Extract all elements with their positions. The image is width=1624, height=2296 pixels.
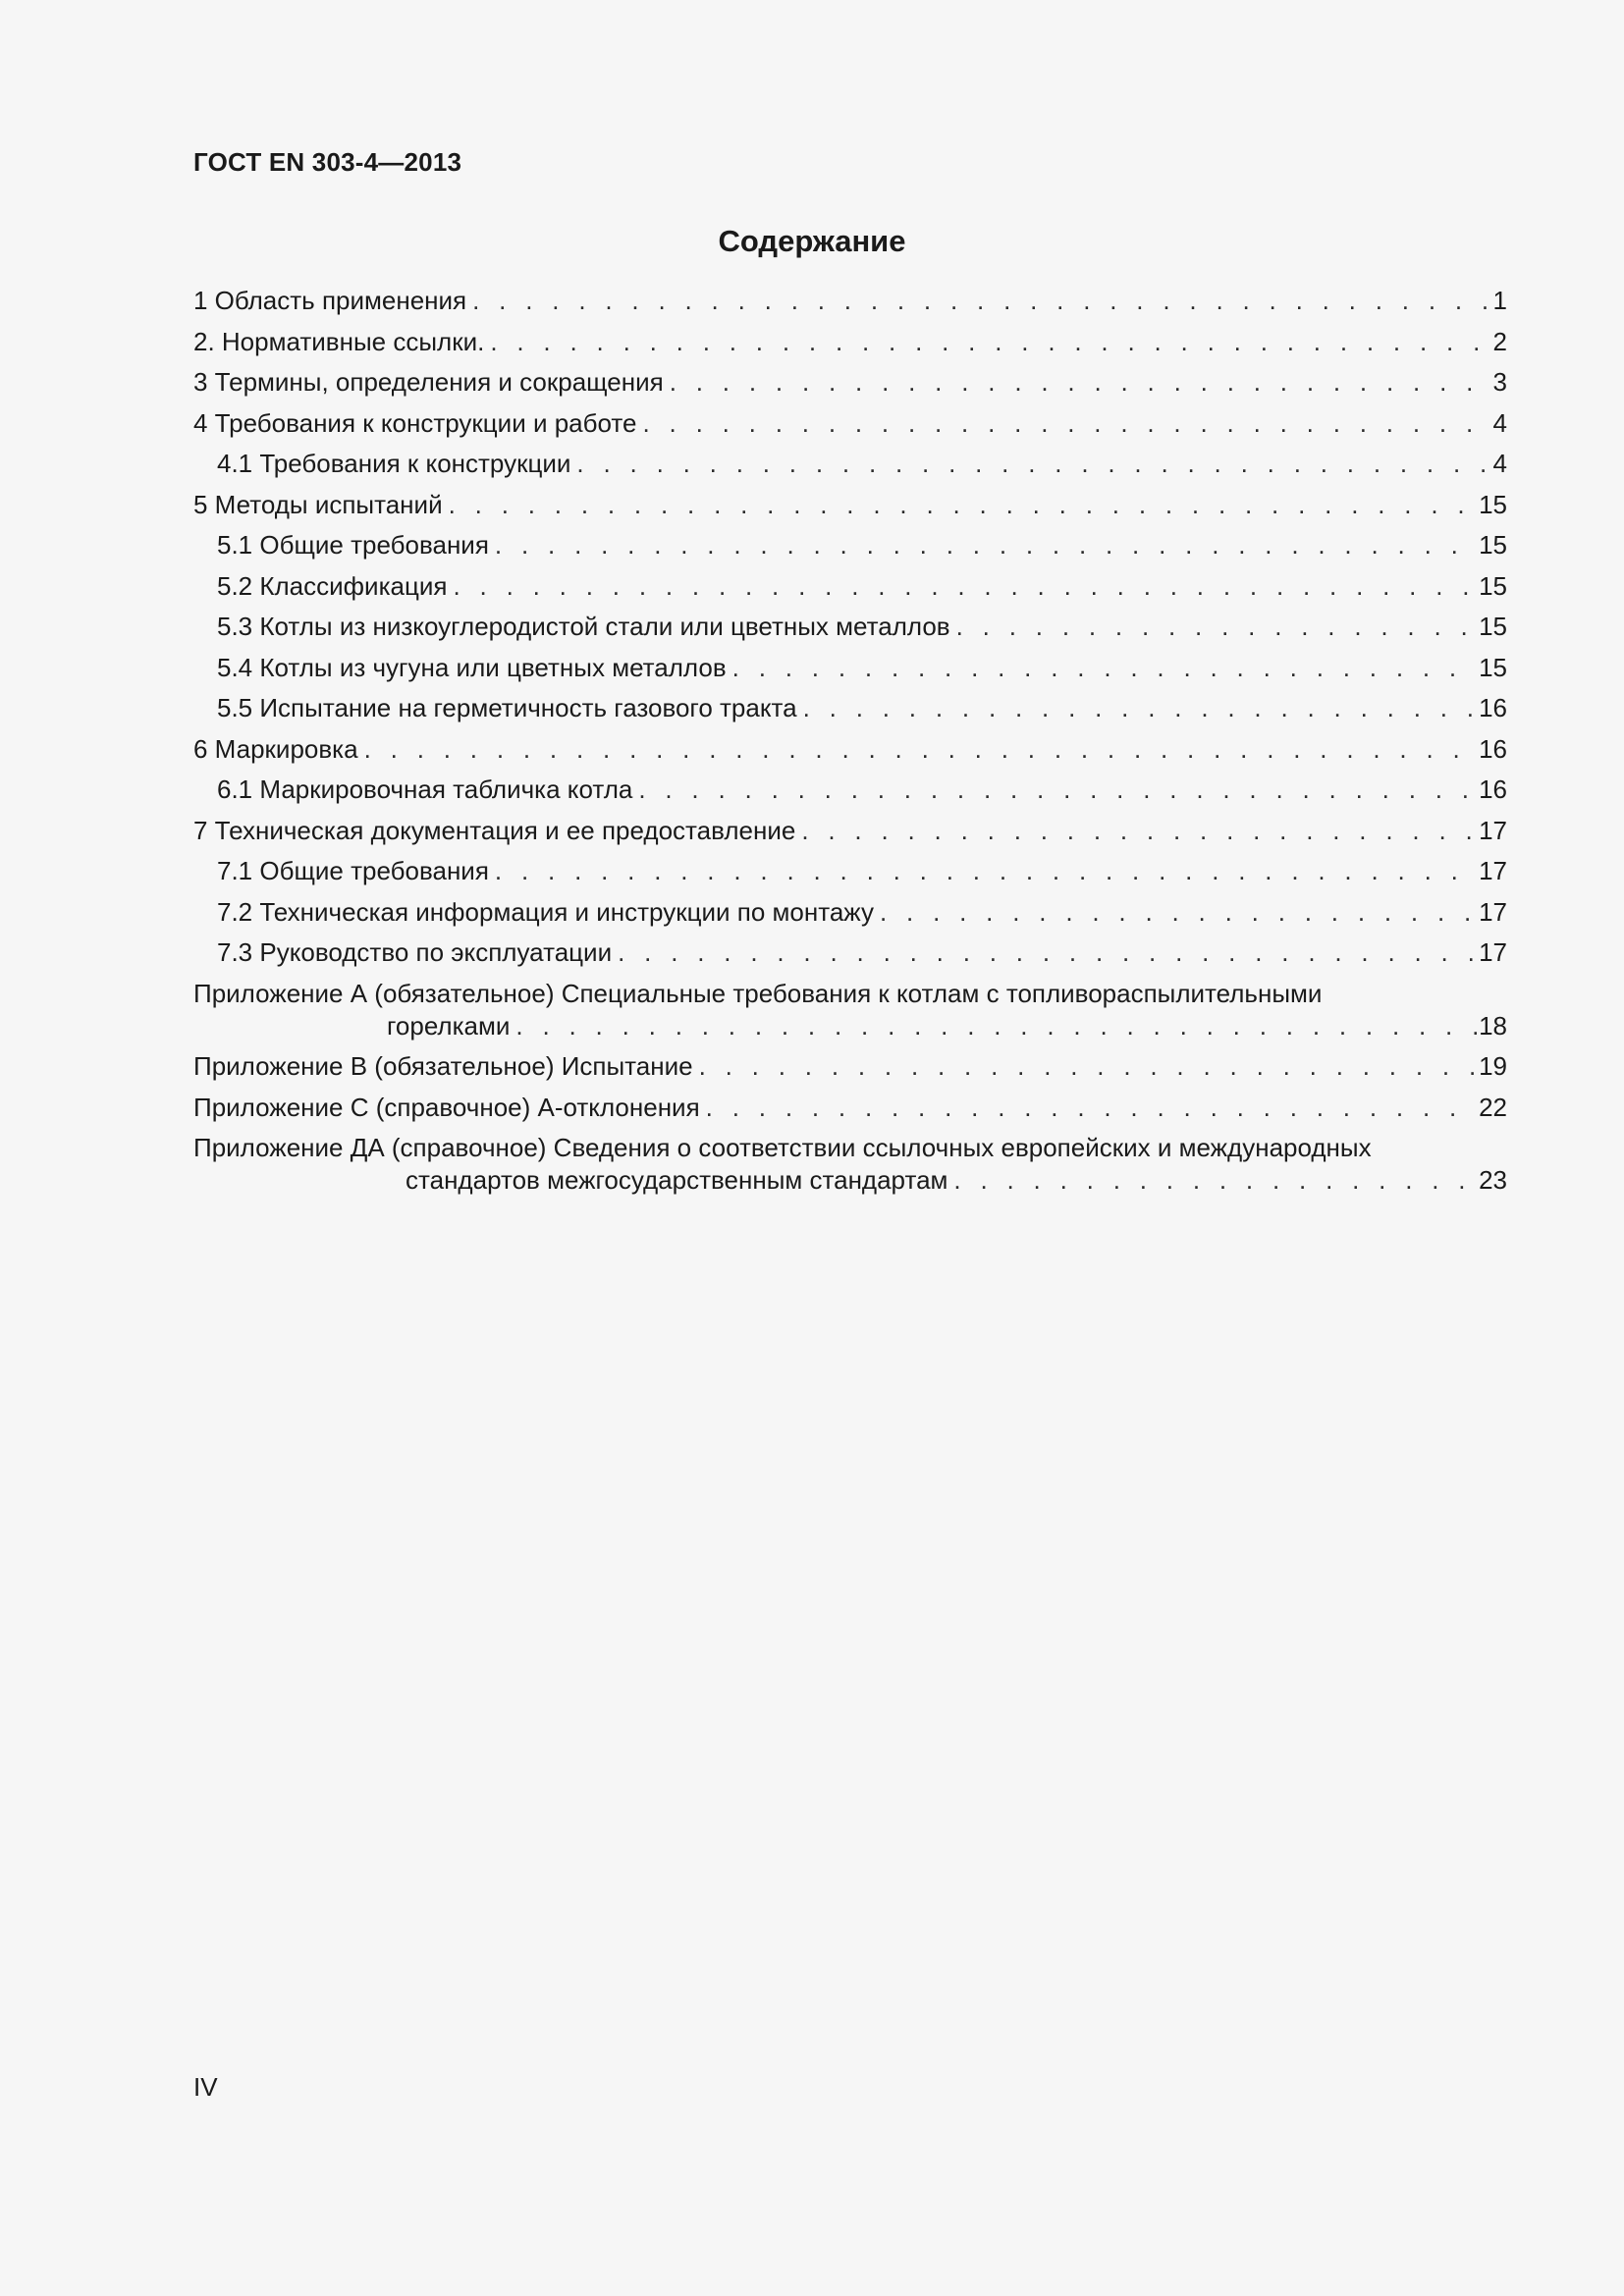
toc-entry-page: 4: [1492, 449, 1507, 478]
toc-entry-text: 6.1 Маркировочная табличка котла: [217, 774, 633, 804]
toc-entry-appendix-b[interactable]: [193, 1050, 1507, 1083]
toc-leader-dots: [732, 652, 1477, 684]
toc-leader-dots: [490, 326, 1490, 358]
toc-entry-text: Приложение В (обязательное) Испытание: [193, 1051, 693, 1081]
toc-leader-dots: [638, 774, 1477, 806]
toc-entry-page: 17: [1479, 937, 1507, 967]
toc-leader-dots: [515, 1010, 1477, 1042]
toc-entry-page: 4: [1492, 407, 1507, 438]
toc-entry-text: 3 Термины, определения и сокращения: [193, 367, 664, 397]
toc-entry-page: 16: [1479, 774, 1507, 804]
toc-entry-page: 17: [1479, 815, 1507, 845]
toc-title: Содержание: [718, 224, 906, 258]
toc-entry-text: 5.3 Котлы из низкоуглеродистой стали или цветных металлов: [217, 612, 950, 641]
toc-leader-dots: [495, 529, 1477, 561]
toc-entry-page: 17: [1479, 896, 1507, 927]
toc-leader-dots: [453, 570, 1477, 603]
toc-entry-page: 15: [1479, 530, 1507, 560]
toc-entry-text: Приложение С (справочное) А-отклонения: [193, 1092, 700, 1122]
toc-subentry[interactable]: [193, 692, 1507, 724]
toc-entry-text: 5.1 Общие требования: [217, 530, 489, 560]
toc-leader-dots: [449, 489, 1477, 521]
toc-entry-page: 22: [1479, 1092, 1507, 1122]
toc-entry[interactable]: [193, 815, 1507, 847]
toc-entry-text: 4 Требования к конструкции и работе: [193, 407, 637, 438]
toc-entry-page: 16: [1479, 733, 1507, 764]
toc-subentry[interactable]: [193, 936, 1507, 969]
toc-entry-appendix-a[interactable]: [193, 978, 1507, 1042]
toc-entry[interactable]: [193, 326, 1507, 358]
toc-leader-dots: [880, 896, 1477, 929]
toc-leader-dots: [618, 936, 1477, 969]
toc-entry-page: 15: [1479, 612, 1507, 641]
toc-subentry[interactable]: [193, 896, 1507, 929]
toc-entry-page: 15: [1479, 489, 1507, 519]
toc-entry-text-line1: Приложение ДА (справочное) Сведения о соответствии ссылочных европейских и международных: [193, 1133, 1372, 1162]
page-number: IV: [193, 2072, 218, 2102]
document-header: ГОСТ EN 303-4—2013: [193, 147, 462, 177]
toc-entry-page: 19: [1479, 1051, 1507, 1081]
toc-subentry[interactable]: [193, 855, 1507, 887]
toc-entry-appendix-c[interactable]: [193, 1092, 1507, 1124]
toc-leader-dots: [956, 611, 1477, 643]
toc-subentry[interactable]: [193, 652, 1507, 684]
toc-leader-dots: [706, 1092, 1477, 1124]
toc-leader-dots: [472, 285, 1490, 317]
toc-subentry[interactable]: [193, 611, 1507, 643]
toc-entry-page: 16: [1479, 693, 1507, 722]
toc-entry-text: 4.1 Требования к конструкции: [217, 449, 571, 478]
toc-entry-text: 5.4 Котлы из чугуна или цветных металлов: [217, 652, 727, 682]
toc-entry-page: 1: [1492, 286, 1507, 315]
toc-entry-text: 7 Техническая документация и ее предоставление: [193, 815, 796, 845]
toc-entry-text-line2: горелками: [387, 1010, 511, 1041]
toc-entry-appendix-da[interactable]: [193, 1132, 1507, 1197]
toc-entry-page: 17: [1479, 856, 1507, 885]
toc-leader-dots: [953, 1164, 1477, 1197]
toc-entry-text: 2. Нормативные ссылки.: [193, 326, 485, 356]
toc-leader-dots: [576, 448, 1490, 480]
table-of-contents: [193, 285, 1507, 1205]
toc-entry[interactable]: [193, 366, 1507, 399]
toc-entry-text: 6 Маркировка: [193, 733, 358, 764]
toc-entry-page: 15: [1479, 652, 1507, 682]
toc-subentry[interactable]: [193, 448, 1507, 480]
toc-entry-text-line1: Приложение А (обязательное) Специальные требования к котлам с топливораспылительными: [193, 978, 1323, 1008]
toc-entry-text: 5.5 Испытание на герметичность газового тракта: [217, 693, 797, 722]
toc-leader-dots: [801, 815, 1477, 847]
toc-subentry[interactable]: [193, 774, 1507, 806]
toc-entry-text: 5.2 Классификация: [217, 570, 448, 601]
toc-subentry[interactable]: [193, 570, 1507, 603]
toc-leader-dots: [364, 733, 1477, 766]
toc-entry-page: 15: [1479, 570, 1507, 601]
toc-leader-dots: [495, 855, 1477, 887]
toc-entry-text: 7.3 Руководство по эксплуатации: [217, 937, 613, 967]
toc-entry-page: 18: [1479, 1010, 1507, 1041]
toc-leader-dots: [803, 692, 1477, 724]
toc-leader-dots: [670, 366, 1491, 399]
toc-entry-text: 1 Область применения: [193, 286, 467, 315]
toc-entry[interactable]: [193, 407, 1507, 440]
toc-entry-page: 23: [1479, 1165, 1507, 1195]
toc-entry-text: 5 Методы испытаний: [193, 489, 443, 519]
toc-leader-dots: [699, 1050, 1478, 1083]
toc-entry-text-line2: стандартов межгосударственным стандартам: [406, 1165, 948, 1195]
toc-entry[interactable]: [193, 285, 1507, 317]
toc-leader-dots: [642, 407, 1490, 440]
toc-entry[interactable]: [193, 489, 1507, 521]
toc-entry-text: 7.2 Техническая информация и инструкции по монтажу: [217, 896, 874, 927]
toc-entry-page: 2: [1492, 326, 1507, 356]
toc-subentry[interactable]: [193, 529, 1507, 561]
toc-entry-page: 3: [1492, 367, 1507, 397]
toc-entry[interactable]: [193, 733, 1507, 766]
toc-entry-text: 7.1 Общие требования: [217, 856, 489, 885]
